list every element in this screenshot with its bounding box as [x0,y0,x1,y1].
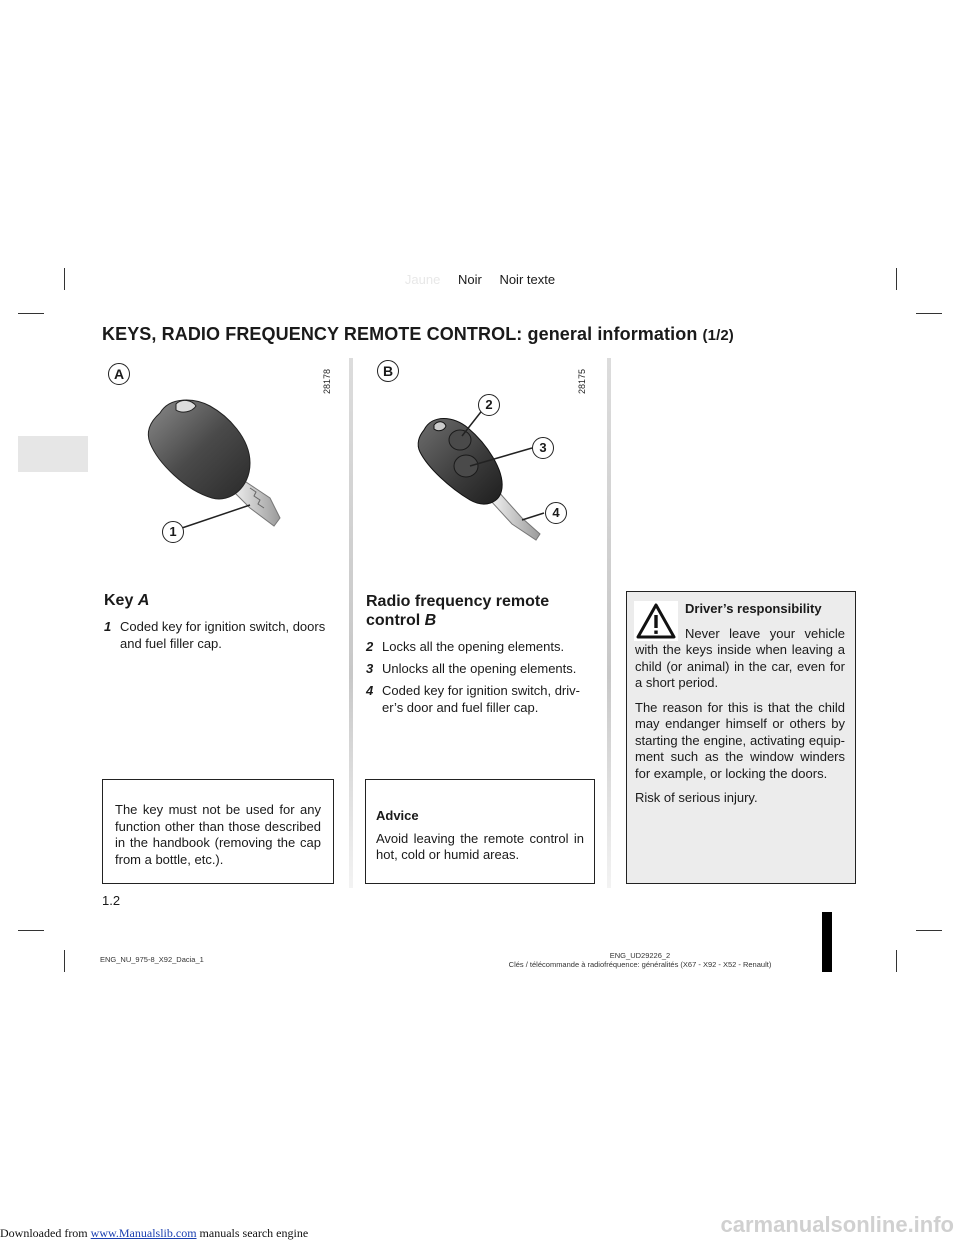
key-heading [104,592,336,610]
item-number: 2 [366,639,374,654]
callout-1: 1 [162,521,184,543]
remote-item-4 [366,682,596,716]
key-illustration [100,358,340,558]
item-text: Locks all the opening elements. [382,639,565,654]
footer-left: ENG_NU_975-8_X92_Dacia_1 [100,955,204,964]
item-text: Unlocks all the opening elements. [382,661,577,676]
callout-3: 3 [532,437,554,459]
page-number: 1.2 [102,893,121,908]
warning-text-3: Risk of serious injury. [635,790,758,805]
page-title [102,324,734,345]
remote-item-2 [366,638,596,655]
page-title-part: (1/2) [702,327,734,344]
column-separator [607,358,611,888]
warning-text-2: The reason for this is that the child may endanger himself or others by starting the engine, activating equip-ment such as the window winders for example, or locking the doors. [635,699,845,781]
color-label-noir-texte: Noir texte [499,272,556,287]
advice-title: Advice [376,808,419,823]
item-number: 4 [366,683,374,698]
print-color-header [0,272,960,287]
key-heading-text: Key [104,592,134,609]
item-number: 3 [366,661,374,676]
key-item-1 [104,618,336,652]
crop-mark [18,930,44,931]
advice-text: Avoid leaving the remote control in hot, cold or humid areas. [376,830,584,862]
column-separator [349,358,353,888]
item-number: 1 [104,619,112,634]
note-text: The key must not be used for any function other than those described in the handbook (removing the cap from a bottle, etc.). [115,802,321,867]
remote-section [366,592,596,721]
crop-mark [916,313,942,314]
callout-2: 2 [478,394,500,416]
item-text: Coded key for ignition switch, doors and fuel filler cap. [120,619,326,651]
advice-box [365,779,595,884]
manualslib-link[interactable]: www.Manualslib.com [90,1226,197,1240]
download-prefix: Downloaded from [0,1226,91,1240]
color-label-jaune: Jaune [404,272,441,287]
section-tab [18,436,88,472]
callout-4: 4 [545,502,567,524]
download-suffix: manuals search engine [196,1226,309,1240]
figure-label-b: B [377,360,399,382]
footer-right [420,951,860,969]
warning-box [626,591,856,884]
figure-reference: 28175 [577,368,587,394]
footer-code: ENG_UD29226_2 [609,951,671,960]
crop-mark [916,930,942,931]
key-heading-letter: A [137,592,150,609]
item-text: Coded key for ignition switch, driv-er’s door and fuel filler cap. [382,683,580,715]
remote-heading [366,592,596,630]
warning-triangle-icon [634,601,678,641]
page-title-text: KEYS, RADIO FREQUENCY REMOTE CONTROL: general information [102,324,698,344]
figure-label-a: A [108,363,130,385]
download-bar [0,1226,308,1241]
key-section [104,592,336,657]
figure-key-a [100,358,340,558]
remote-item-3 [366,660,596,677]
crop-mark [64,950,65,972]
figure-reference: 28178 [322,368,332,394]
note-box [102,779,334,884]
crop-mark [896,950,897,972]
remote-heading-letter: B [424,612,437,629]
warning-title: Driver’s responsibility [685,601,822,616]
footer-description: Clés / télécommande à radiofréquence: généralités (X67 - X92 - X52 - Renault) [508,960,772,969]
color-label-noir: Noir [457,272,482,287]
watermark: carmanualsonline.info [720,1212,954,1237]
remote-heading-line1: Radio frequency remote [366,593,550,610]
warning-text-1-content: Never leave your vehicle with the keys inside when leaving a child (or animal) in the car, even for a short period. [635,625,845,690]
crop-mark [18,313,44,314]
figure-remote-b [372,358,602,558]
remote-illustration [372,358,602,558]
remote-heading-line2: control [366,612,421,629]
